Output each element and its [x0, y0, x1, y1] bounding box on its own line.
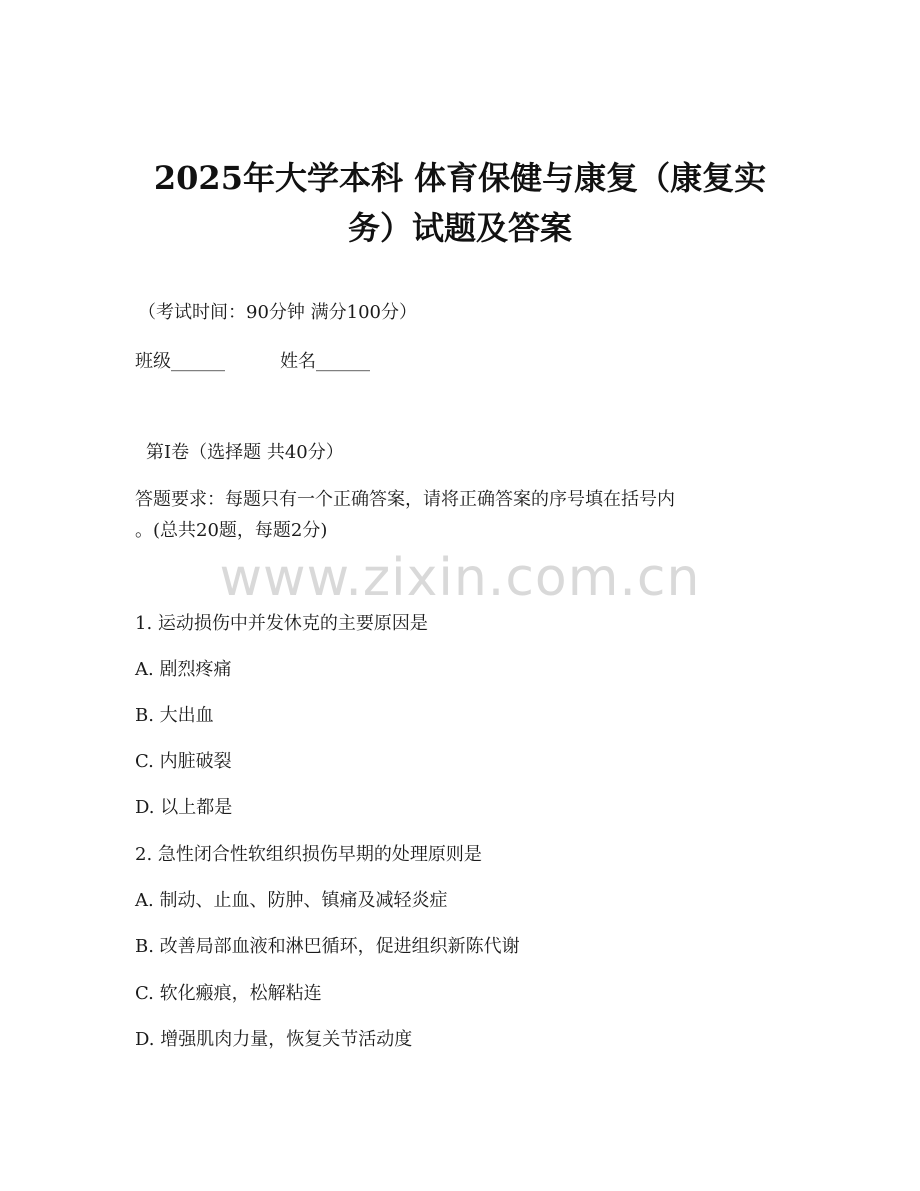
section-heading: 第Ⅰ卷（选择题 共40分）: [146, 442, 344, 463]
student-name-field: 姓名______: [280, 351, 370, 372]
instruction-line-1: 答题要求：每题只有一个正确答案，请将正确答案的序号填在括号内: [135, 489, 675, 510]
question-1-option-d: D. 以上都是: [135, 797, 233, 818]
question-2-stem: 2. 急性闭合性软组织损伤早期的处理原则是: [135, 844, 482, 865]
question-2-option-a: A. 制动、止血、防肿、镇痛及减轻炎症: [135, 890, 448, 911]
class-name-row: [135, 350, 370, 374]
instruction-line-2: 。(总共20题，每题2分): [135, 520, 328, 541]
question-1-option-c: C. 内脏破裂: [135, 751, 232, 772]
question-1-option-b: B. 大出血: [135, 705, 214, 726]
question-2-option-b: B. 改善局部血液和淋巴循环，促进组织新陈代谢: [135, 936, 520, 957]
class-field: 班级______: [135, 351, 225, 372]
watermark: www.zixin.com.cn: [219, 548, 701, 608]
question-1-stem: 1. 运动损伤中并发休克的主要原因是: [135, 613, 428, 634]
question-2-option-d: D. 增强肌肉力量，恢复关节活动度: [135, 1029, 413, 1050]
document-title-line-2: 务）试题及答案: [347, 209, 572, 247]
question-2-option-c: C. 软化瘢痕，松解粘连: [135, 983, 322, 1004]
question-1-option-a: A. 剧烈疼痛: [135, 659, 232, 680]
document-title-line-1: 2025年大学本科 体育保健与康复（康复实: [153, 159, 767, 197]
exam-info: （考试时间：90分钟 满分100分）: [138, 302, 417, 323]
